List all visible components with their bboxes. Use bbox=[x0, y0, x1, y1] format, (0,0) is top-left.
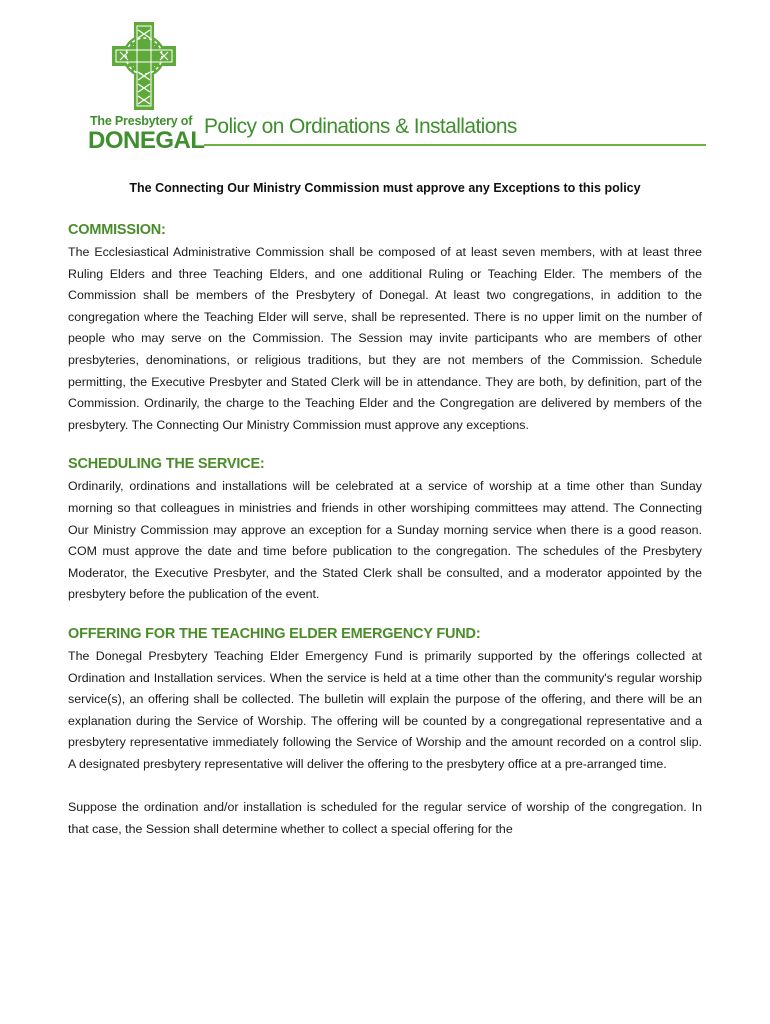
logo-text-line2: DONEGAL bbox=[88, 127, 205, 154]
section-commission bbox=[68, 222, 702, 436]
section-heading: SCHEDULING THE SERVICE: bbox=[68, 456, 265, 473]
document-title: Policy on Ordinations & Installations bbox=[204, 115, 517, 138]
section-paragraph: The Ecclesiastical Administrative Commission shall be composed of at least seven members, with at least three Ruling Elders and three Teaching Elders, and one additional Ruling or Teaching Elder. The members of the Commission shall be members of the Presbytery of Donegal. At least two congregations, in addition to the congregation where the Teaching Elder will serve, shall be represented. There is no upper limit on the number of people who may serve on the Commission. The Session may invite participants who are members of other presbyteries, denominations, or religious traditions, but they are not members of the Commission. Schedule permitting, the Executive Presbyter and Stated Clerk will be in attendance. They are both, by definition, part of the Commission. Ordinarily, the charge to the Teaching Elder and the Congregation are delivered by members of the presbytery. The Connecting Our Ministry Commission must approve any exceptions. bbox=[68, 245, 702, 432]
presbytery-logo bbox=[88, 22, 206, 157]
section-scheduling bbox=[68, 456, 702, 606]
section-paragraph: Suppose the ordination and/or installation is scheduled for the regular service of worship of the congregation. In that case, the Session shall determine whether to collect a special offering for the bbox=[68, 800, 702, 837]
logo-text-line1: The Presbytery of bbox=[90, 114, 193, 128]
document-body bbox=[68, 222, 702, 861]
section-heading: COMMISSION: bbox=[68, 222, 166, 238]
section-paragraph: The Donegal Presbytery Teaching Elder Emergency Fund is primarily supported by the offerings collected at Ordination and Installation services. When the service is held at a time other than the community's regular worship service(s), an offering shall be collected. The bulletin will explain the purpose of the offering, and there will be an explanation during the Service of Worship. The offering will be counted by a congregational representative and a presbytery representative immediately following the Service of Worship and the amount recorded on a control slip. A designated presbytery representative will deliver the offering to the presbytery office at a pre-arranged time. bbox=[68, 648, 702, 771]
celtic-cross-icon bbox=[112, 22, 176, 110]
section-heading: OFFERING FOR THE TEACHING ELDER EMERGENCY FUND: bbox=[68, 625, 481, 642]
section-offering bbox=[68, 626, 702, 841]
title-underline bbox=[204, 144, 706, 146]
exceptions-notice: The Connecting Our Ministry Commission must approve any Exceptions to this policy bbox=[129, 181, 641, 195]
section-paragraph: Ordinarily, ordinations and installations will be celebrated at a service of worship at a time other than Sunday morning so that colleagues in ministries and friends in other worshiping committees may attend. The Connecting Our Ministry Commission may approve an exception for a Sunday morning service when there is a good reason. COM must approve the date and time before publication to the congregation. The schedules of the Presbytery Moderator, the Executive Presbyter, and the Stated Clerk shall be consulted, and a moderator appointed by the presbytery before the publication of the event. bbox=[68, 479, 702, 602]
